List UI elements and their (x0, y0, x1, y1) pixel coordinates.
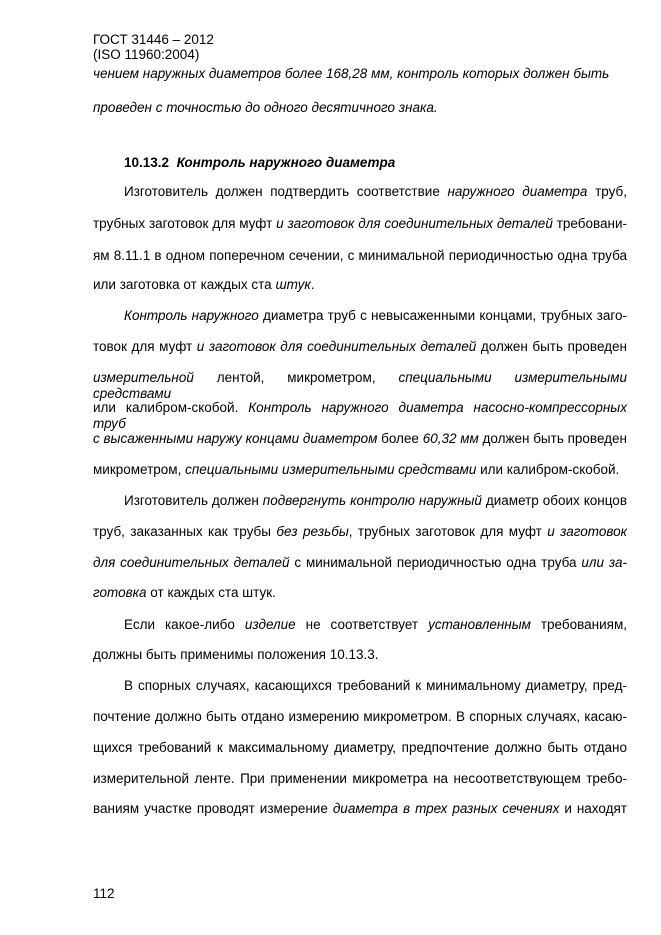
paragraph-5-line-1: В спорных случаях, касающихся требований к минимальному диаметру, пред- (124, 678, 627, 693)
paragraph-5-line-3: щихся требований к максимальному диаметру, предпочтение должно быть отдано (93, 740, 627, 755)
iso-reference: (ISO 11960:2004) (93, 47, 200, 62)
paragraph-1-line-4: или заготовка от каждых ста штук. (93, 277, 315, 292)
paragraph-2-line-1: Контроль наружного диаметра труб с невысаженными концами, трубных заго- (124, 308, 627, 323)
section-heading (124, 155, 395, 171)
paragraph-2-line-3: измерительной лентой, микрометром, специальными измерительными средствами (93, 370, 627, 401)
paragraph-2-line-2: товок для муфт и заготовок для соединительных деталей должен быть проведен (93, 339, 627, 354)
paragraph-3-line-1: Изготовитель должен подвергнуть контролю наружный диаметр обоих концов (124, 493, 627, 508)
document-header (93, 32, 214, 62)
paragraph-1-line-3: ям 8.11.1 в одном поперечном сечении, с минимальной периодичностью одна труба (93, 248, 627, 263)
paragraph-4-line-2: должны быть применимы положения 10.13.3. (93, 647, 379, 662)
paragraph-2-line-5: с высаженными наружу концами диаметром более 60,32 мм должен быть проведен (93, 431, 627, 446)
paragraph-5-line-5: ваниям участке проводят измерение диаметра в трех разных сечениях и находят (93, 801, 627, 816)
paragraph-1-line-1: Изготовитель должен подтвердить соответствие наружного диаметра труб, (124, 184, 627, 199)
paragraph-2-line-4: или калибром-скобой. Контроль наружного диаметра насосно-компрессорных труб (93, 400, 627, 431)
paragraph-5-line-4: измерительной ленте. При применении микрометра на несоответствующем требо- (93, 771, 627, 786)
paragraph-5-line-2: почтение должно быть отдано измерению микрометром. В спорных случаях, касаю- (93, 709, 627, 724)
paragraph-1-line-2: трубных заготовок для муфт и заготовок для соединительных деталей требовани- (93, 216, 627, 231)
section-title: Контроль наружного диаметра (176, 155, 396, 170)
page-number: 112 (93, 886, 115, 901)
section-number: 10.13.2 (124, 155, 170, 170)
paragraph-4-line-1: Если какое-либо изделие не соответствует установленным требованиям, (124, 617, 628, 632)
paragraph-3-line-2: труб, заказанных как трубы без резьбы, трубных заготовок для муфт и заготовок (93, 524, 628, 539)
standard-number: ГОСТ 31446 – 2012 (93, 32, 214, 47)
continuation-line-1: чением наружных диаметров более 168,28 мм, контроль которых должен быть (93, 66, 610, 81)
paragraph-3-line-3: для соединительных деталей с минимальной периодичностью одна труба или за- (93, 555, 627, 570)
paragraph-3-line-4: готовка от каждых ста штук. (93, 585, 276, 600)
paragraph-2-line-6: микрометром, специальными измерительными средствами или калибром-скобой. (93, 462, 620, 477)
continuation-line-2: проведен с точностью до одного десятичного знака. (93, 100, 438, 115)
